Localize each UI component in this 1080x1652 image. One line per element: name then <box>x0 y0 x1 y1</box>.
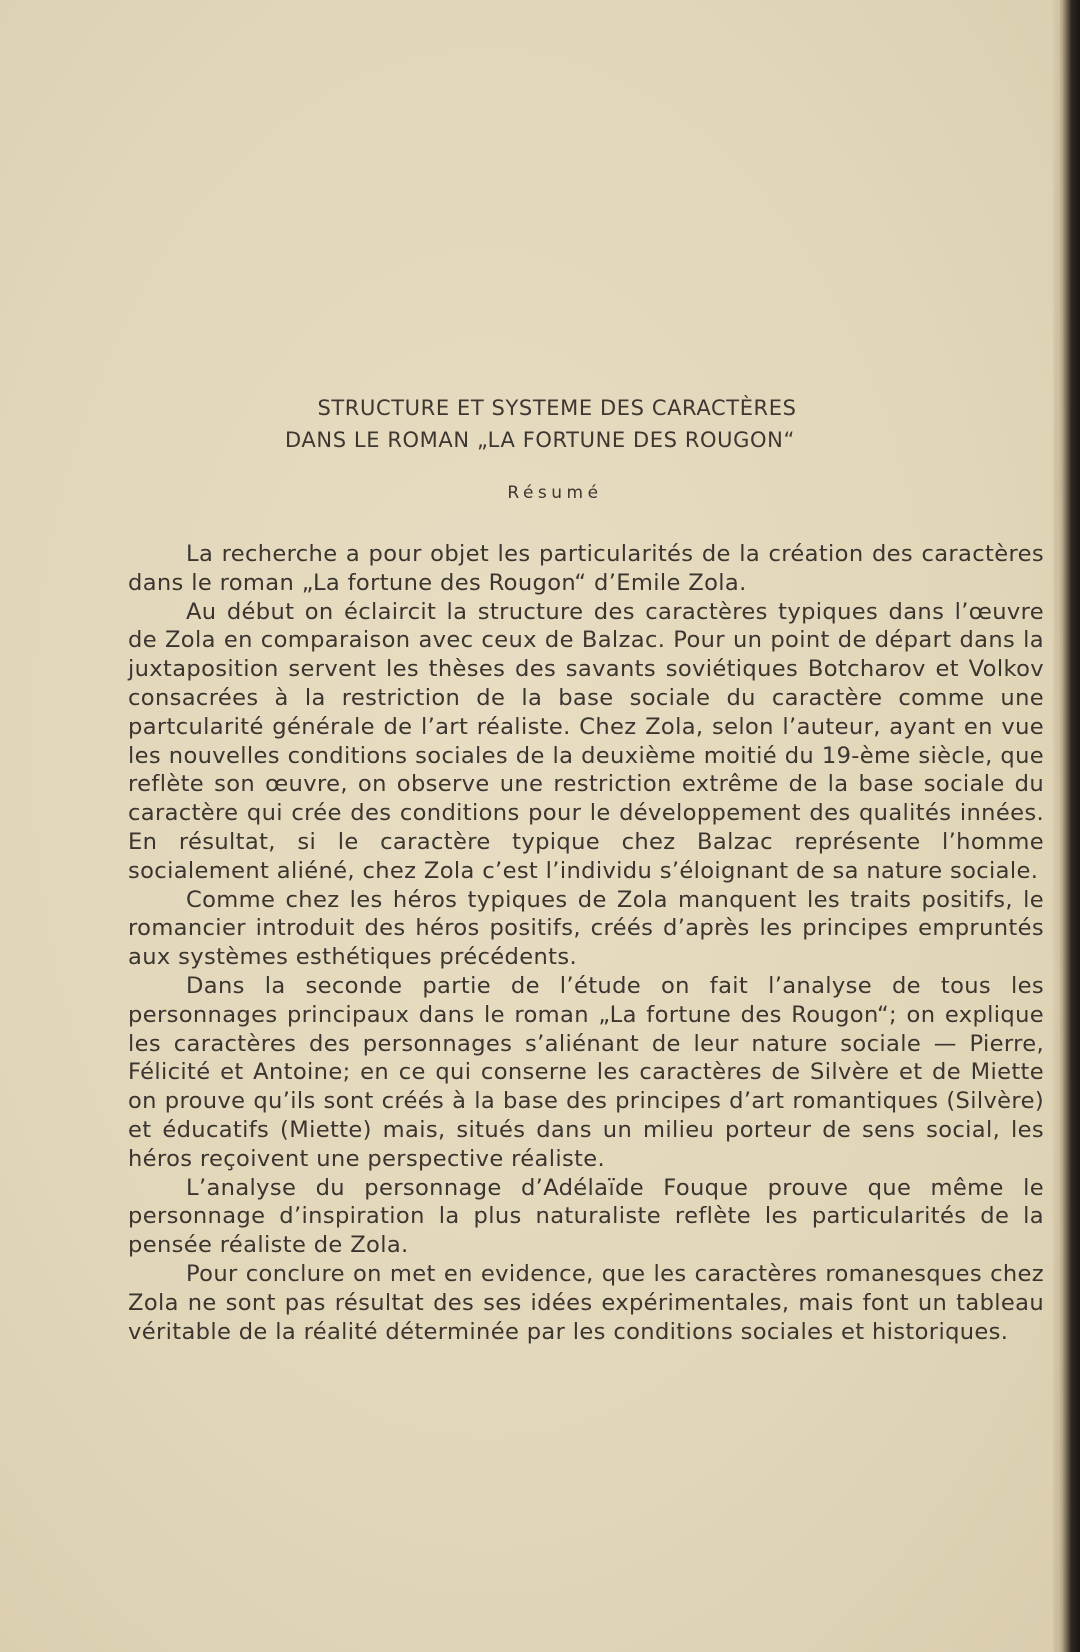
title-line-1: STRUCTURE ET SYSTEME DES CARACTÈRES <box>317 396 797 420</box>
paragraph: L’analyse du personnage d’Adélaïde Fouque prouve que même le personnage d’inspiration la plus naturaliste reflète les particularités de la pensée réaliste de Zola. <box>128 1174 1044 1259</box>
resume-body <box>128 540 1044 1346</box>
paragraph: Comme chez les héros typiques de Zola manquent les traits positifs, le romancier introduit des héros positifs, créés d’après les principes empruntés aux systèmes esthétiques précédents. <box>128 886 1044 971</box>
paragraph: Dans la seconde partie de l’étude on fait l’analyse de tous les personnages principaux dans le roman „La fortune des Rougon“; on explique les caractères des personnages s’aliénant de leur nature sociale — Pierre, Félicité et Antoine; en ce qui conserne les caractères de Silvère et de Miette on prouve qu’ils sont créés à la base des principes d’art romantiques (Silvère) et éducatifs (Miette) mais, situés dans un milieu porteur de sens social, les héros reçoivent une perspective réaliste. <box>128 972 1044 1172</box>
title-line-2: DANS LE ROMAN „LA FORTUNE DES ROUGON“ <box>285 428 795 452</box>
article-title <box>0 392 1080 456</box>
book-binding-edge <box>1052 0 1080 1652</box>
section-heading: Résumé <box>507 483 603 503</box>
paragraph: Au début on éclaircit la structure des caractères typiques dans l’œuvre de Zola en comparaison avec ceux de Balzac. Pour un point de départ dans la juxtaposition servent les thèses des savants soviétiques Botcharov et Volkov consacrées à la restriction de la base sociale du caractère comme une partcularité générale de l’art réaliste. Chez Zola, selon l’auteur, ayant en vue les nouvelles conditions sociales de la deuxième moitié du 19-ème siècle, que reflète son œuvre, on observe une restriction extrême de la base sociale du caractère qui crée des conditions pour le développement des qualités innées. En résultat, si le caractère typique chez Balzac représente l’homme socialement aliéné, chez Zola c’est l’individu s’éloignant de sa nature sociale. <box>128 598 1044 884</box>
paragraph: La recherche a pour objet les particularités de la création des caractères dans le roman „La fortune des Rougon“ d’Emile Zola. <box>128 541 1044 596</box>
paragraph: Pour conclure on met en evidence, que les caractères romanesques chez Zola ne sont pas résultat des ses idées expérimentales, mais font un tableau véritable de la réalité déterminée par les conditions sociales et historiques. <box>128 1260 1044 1345</box>
